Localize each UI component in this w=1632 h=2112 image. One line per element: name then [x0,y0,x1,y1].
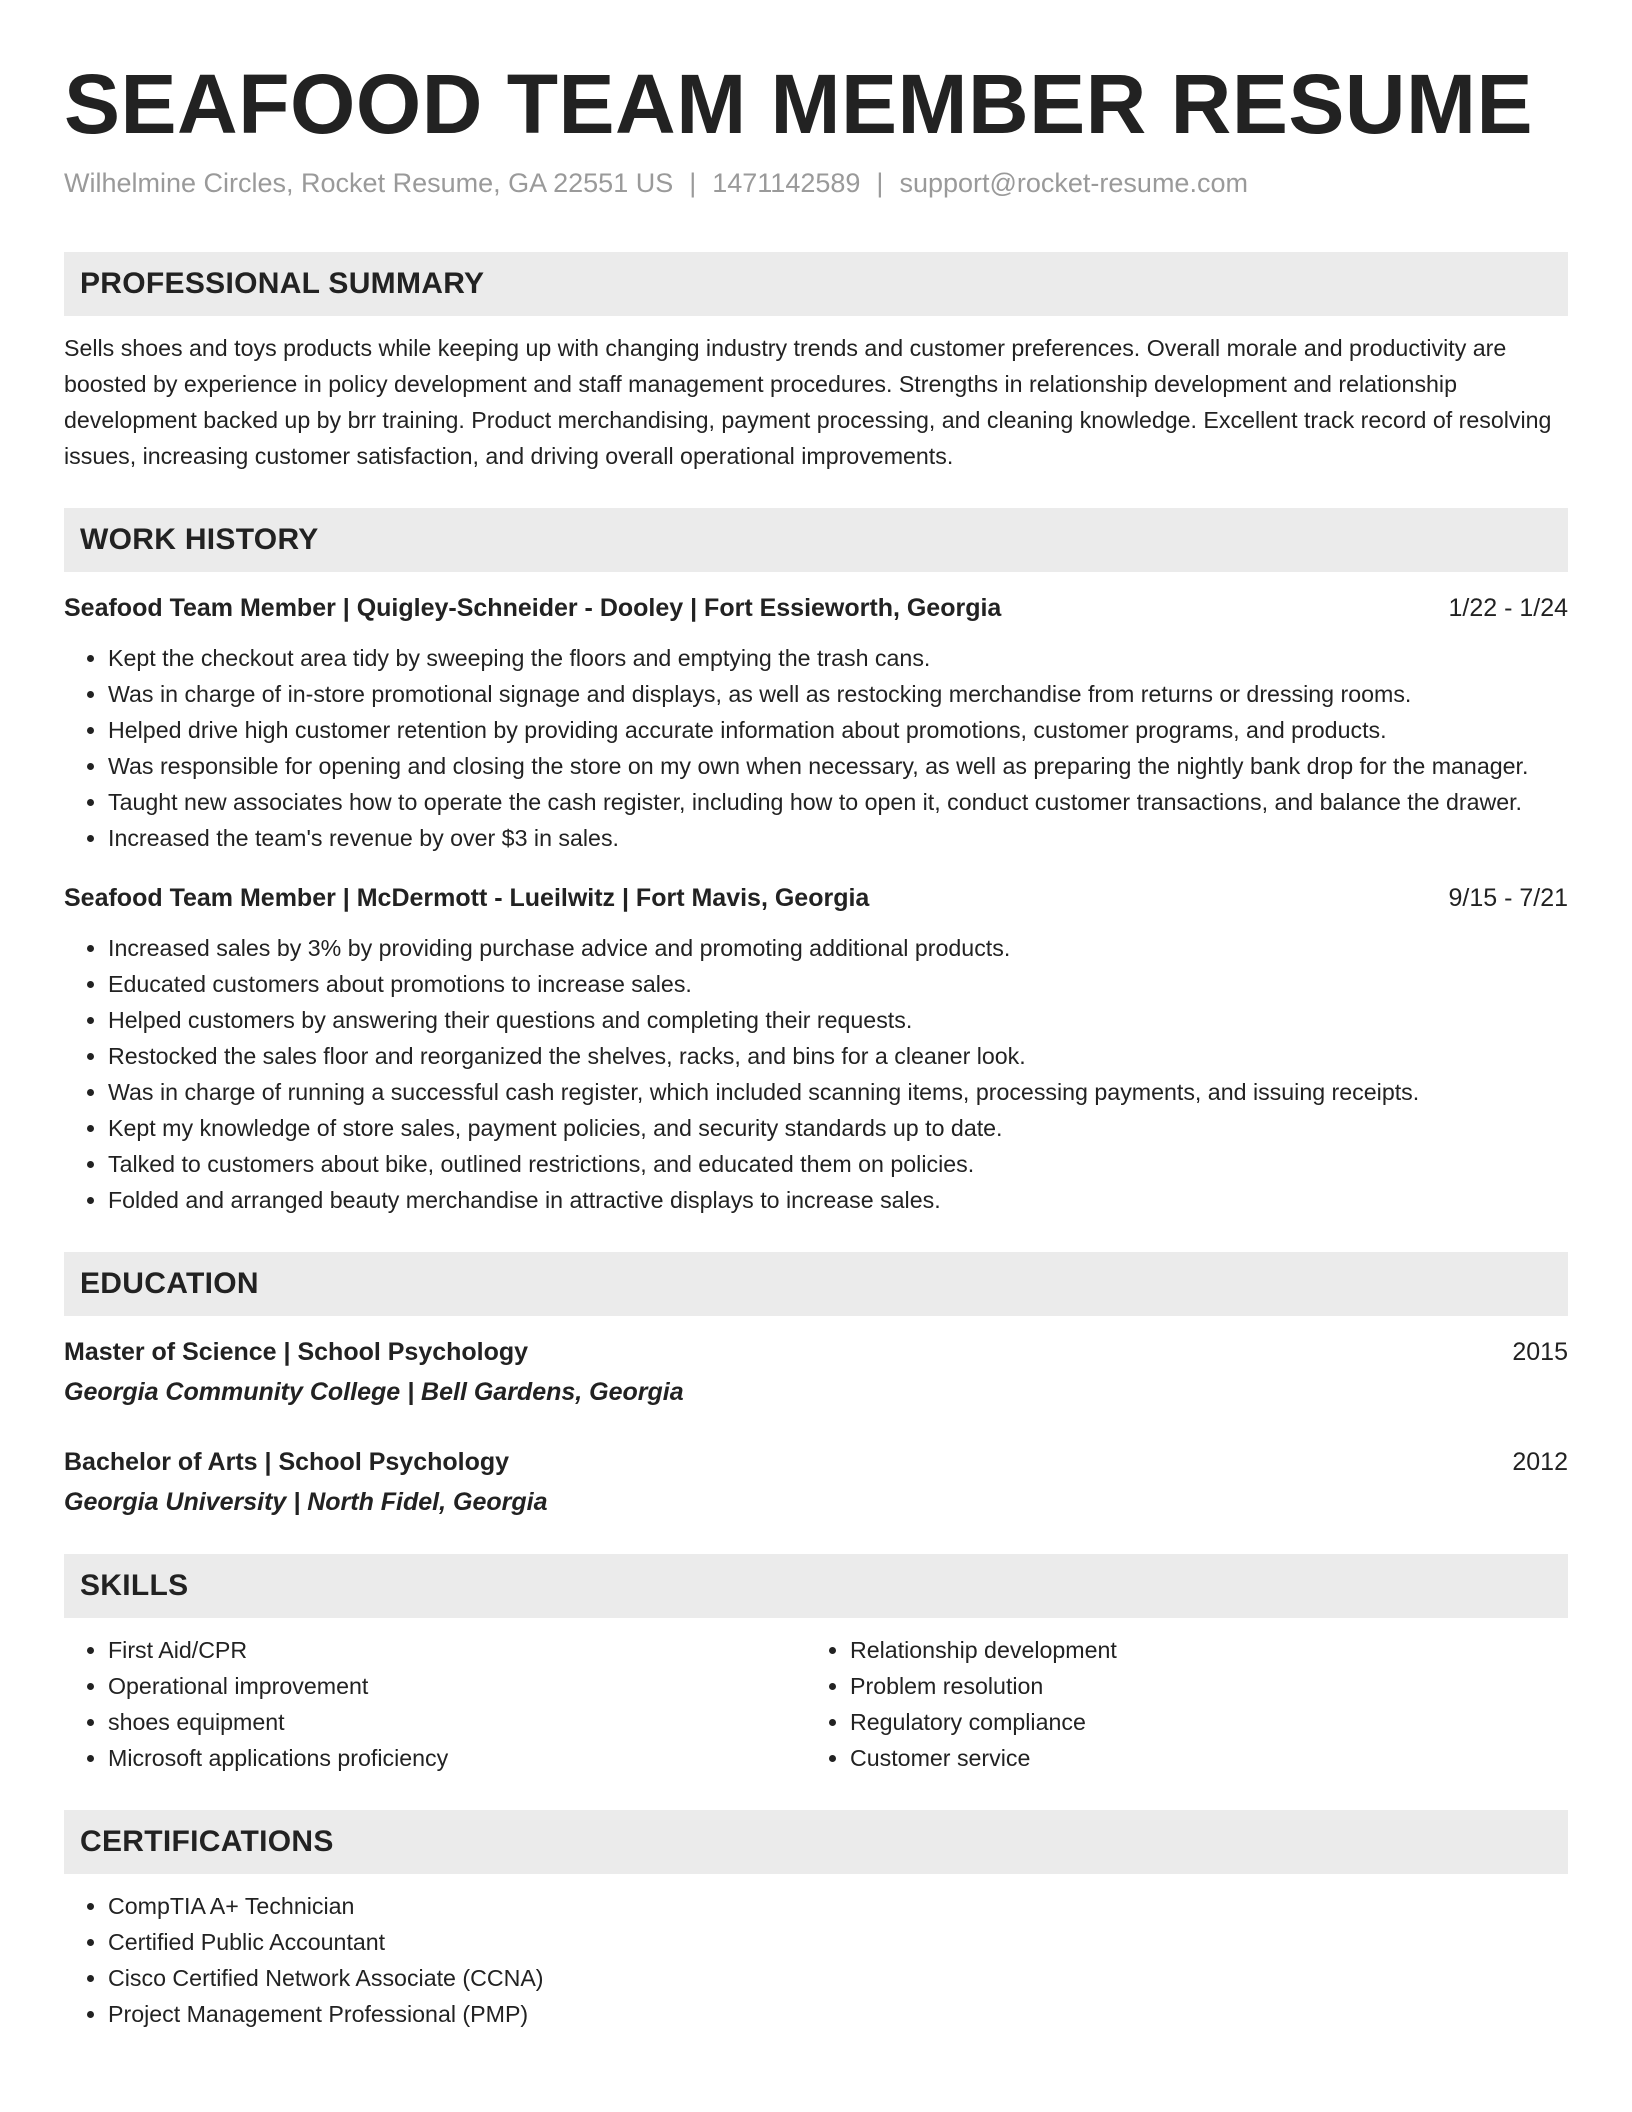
job-bullet: • Taught new associates how to operate the cash register, including how to open it, conduct customer transactions, and balance the drawer. [108,784,1568,820]
skill-item: • Regulatory compliance [850,1704,1548,1740]
summary-heading: PROFESSIONAL SUMMARY [64,252,1568,316]
job-title: Seafood Team Member | Quigley-Schneider - Dooley | Fort Essieworth, Georgia [64,594,1002,622]
resume-title: SEAFOOD TEAM MEMBER RESUME [64,57,1534,151]
education-entry [64,1444,1568,1520]
job-dates: 9/15 - 7/21 [1448,884,1568,912]
skill-item: • Relationship development [850,1632,1548,1668]
job-entry [64,880,1568,1218]
skills-columns [64,1632,1568,1776]
certification-item: • Certified Public Accountant [108,1924,1568,1960]
skill-item: • Operational improvement [108,1668,806,1704]
skills-heading: SKILLS [64,1554,1568,1618]
education-header [64,1444,1568,1480]
contact-separator: | [876,168,884,198]
job-bullet: • Helped customers by answering their questions and completing their requests. [108,1002,1568,1038]
job-header [64,880,1568,916]
certification-item: • Cisco Certified Network Associate (CCNA) [108,1960,1568,1996]
skill-item: • Problem resolution [850,1668,1548,1704]
certification-item: • CompTIA A+ Technician [108,1888,1568,1924]
skills-list-left [64,1632,806,1776]
work-history-heading: WORK HISTORY [64,508,1568,572]
job-bullet: • Increased the team's revenue by over $3 in sales. [108,820,1568,856]
contact-address: Wilhelmine Circles, Rocket Resume, GA 22551 US [64,168,674,198]
work-history-list [64,590,1568,1218]
job-header [64,590,1568,626]
summary-text: Sells shoes and toys products while keeping up with changing industry trends and customer preferences. Overall morale and productivity are boosted by experience in policy development and staff management procedures. Strengths in relationship development and relationship development backed up by brr training. Product merchandising, payment processing, and cleaning knowledge. Excellent track record of resolving issues, increasing customer satisfaction, and driving overall operational improvements. [64,335,1552,469]
certifications-heading: CERTIFICATIONS [64,1810,1568,1874]
job-bullet: • Educated customers about promotions to increase sales. [108,966,1568,1002]
job-bullet: • Was in charge of running a successful cash register, which included scanning items, processing payments, and issuing receipts. [108,1074,1568,1110]
contact-separator: | [689,168,697,198]
skill-item: • Microsoft applications proficiency [108,1740,806,1776]
job-bullet: • Increased sales by 3% by providing purchase advice and promoting additional products. [108,930,1568,966]
contact-line [64,166,1568,200]
education-year: 2015 [1512,1338,1568,1366]
education-degree: Bachelor of Arts | School Psychology [64,1448,510,1476]
education-entry [64,1334,1568,1410]
skill-item: • Customer service [850,1740,1548,1776]
education-school: Georgia University | North Fidel, Georgia [64,1488,548,1516]
certification-item: • Project Management Professional (PMP) [108,1996,1568,2032]
job-bullet: • Restocked the sales floor and reorganized the shelves, racks, and bins for a cleaner look. [108,1038,1568,1074]
resume-page [64,0,1568,2032]
job-dates: 1/22 - 1/24 [1448,594,1568,622]
job-title: Seafood Team Member | McDermott - Lueilwitz | Fort Mavis, Georgia [64,884,870,912]
job-entry [64,590,1568,856]
contact-email[interactable]: support@rocket-resume.com [899,168,1248,198]
education-school: Georgia Community College | Bell Gardens, Georgia [64,1378,684,1406]
skill-item: • First Aid/CPR [108,1632,806,1668]
job-bullet: • Talked to customers about bike, outlined restrictions, and educated them on policies. [108,1146,1568,1182]
job-bullet: • Helped drive high customer retention by providing accurate information about promotions, customer programs, and products. [108,712,1568,748]
education-year: 2012 [1512,1448,1568,1476]
job-bullets [64,640,1568,856]
education-heading: EDUCATION [64,1252,1568,1316]
job-bullets [64,930,1568,1218]
education-header [64,1334,1568,1370]
education-list [64,1334,1568,1520]
job-bullet: • Folded and arranged beauty merchandise in attractive displays to increase sales. [108,1182,1568,1218]
education-degree: Master of Science | School Psychology [64,1338,529,1366]
job-bullet: • Kept my knowledge of store sales, payment policies, and security standards up to date. [108,1110,1568,1146]
contact-phone: 1471142589 [712,168,861,198]
job-bullet: • Was in charge of in-store promotional signage and displays, as well as restocking merchandise from returns or dressing rooms. [108,676,1568,712]
job-bullet: • Kept the checkout area tidy by sweeping the floors and emptying the trash cans. [108,640,1568,676]
job-bullet: • Was responsible for opening and closing the store on my own when necessary, as well as preparing the nightly bank drop for the manager. [108,748,1568,784]
certifications-list [64,1888,1568,2032]
skills-list-right [806,1632,1548,1776]
skill-item: • shoes equipment [108,1704,806,1740]
